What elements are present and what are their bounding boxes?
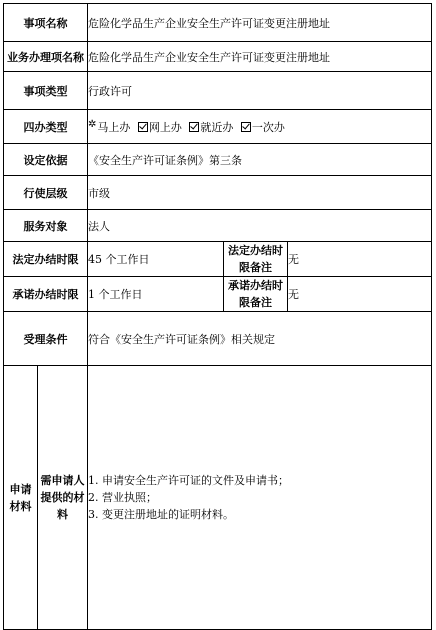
item-name-value: 危险化学品生产企业安全生产许可证变更注册地址 [88,4,432,42]
item-name-label: 事项名称 [4,4,88,42]
row-legal-limit [4,242,432,277]
target-label: 服务对象 [4,210,88,242]
row-target [4,210,432,242]
legal-limit-note-label: 法定办结时限备注 [224,242,288,277]
option-once-label: 一次办 [251,120,285,134]
checkbox-checked-icon [189,122,199,132]
materials-list [88,366,432,630]
item-type-value: 行政许可 [88,72,432,110]
promised-limit-note-label: 承诺办结时限备注 [224,277,288,312]
checkbox-checked-icon [241,122,251,132]
gear-icon: ✲ [88,118,97,130]
row-item-type [4,72,432,110]
level-label: 行使层级 [4,176,88,210]
option-instant-label: 马上办 [97,120,131,134]
promised-limit-note-value: 无 [288,277,432,312]
service-guide-table [3,3,432,630]
checkbox-checked-icon [138,122,148,132]
option-online-label: 网上办 [148,120,182,134]
four-types-value [88,110,432,144]
promised-limit-value: 1 个工作日 [88,277,224,312]
material-item: 3. 变更注册地址的证明材料。 [88,508,234,521]
row-level [4,176,432,210]
legal-limit-value: 45 个工作日 [88,242,224,277]
materials-label: 申请材料 [4,366,38,630]
legal-limit-label: 法定办结时限 [4,242,88,277]
option-instant [88,118,131,134]
target-value: 法人 [88,210,432,242]
row-business-name [4,42,432,72]
option-nearby [189,121,233,134]
row-conditions [4,312,432,366]
basis-value: 《安全生产许可证条例》第三条 [88,144,432,176]
four-types-label: 四办类型 [4,110,88,144]
level-value: 市级 [88,176,432,210]
material-item: 2. 营业执照； [88,491,157,504]
materials-sub-label: 需申请人提供的材料 [38,366,88,630]
business-name-value: 危险化学品生产企业安全生产许可证变更注册地址 [88,42,432,72]
business-name-label: 业务办理项名称 [4,42,88,72]
conditions-label: 受理条件 [4,312,88,366]
material-item: 1. 申请安全生产许可证的文件及申请书； [88,474,289,487]
option-once [241,121,285,134]
row-basis [4,144,432,176]
row-four-types [4,110,432,144]
legal-limit-note-value: 无 [288,242,432,277]
row-materials [4,366,432,630]
option-nearby-label: 就近办 [200,120,234,134]
option-online [138,121,182,134]
basis-label: 设定依据 [4,144,88,176]
row-item-name [4,4,432,42]
item-type-label: 事项类型 [4,72,88,110]
conditions-value: 符合《安全生产许可证条例》相关规定 [88,312,432,366]
row-promised-limit [4,277,432,312]
promised-limit-label: 承诺办结时限 [4,277,88,312]
